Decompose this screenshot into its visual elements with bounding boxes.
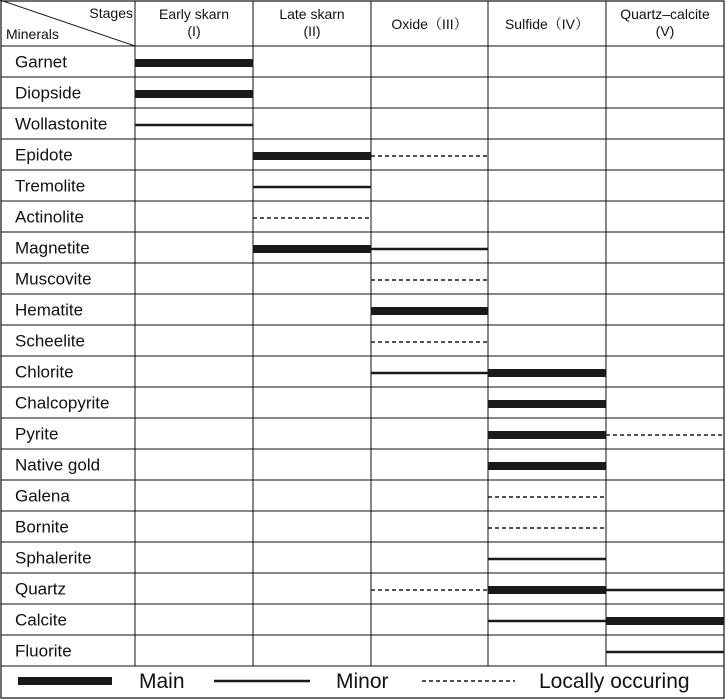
- mineral-label: Epidote: [15, 145, 73, 165]
- mineral-label: Actinolite: [15, 207, 84, 227]
- mineral-label: Hematite: [15, 300, 84, 320]
- outer-border: [1, 1, 724, 698]
- legend-local-label: Locally occuring: [539, 670, 690, 693]
- stage-header-name: Sulfide（IV）: [504, 16, 590, 32]
- stage-header-name: Oxide（III）: [391, 16, 468, 32]
- stages-header-label: Stages: [89, 5, 133, 21]
- stage-bars: [135, 63, 724, 652]
- mineral-label: Sphalerite: [15, 548, 92, 568]
- mineral-label: Fluorite: [15, 641, 72, 661]
- stage-header-numeral: (I): [187, 23, 201, 39]
- mineral-label: Pyrite: [15, 424, 59, 444]
- mineral-label: Native gold: [15, 455, 101, 475]
- legend-minor-label: Minor: [336, 670, 389, 693]
- mineral-label: Scheelite: [15, 331, 85, 351]
- mineral-label: Quartz: [15, 579, 67, 599]
- mineral-label: Diopside: [15, 83, 82, 103]
- mineral-label: Bornite: [15, 517, 69, 537]
- mineral-label: Chlorite: [15, 362, 74, 382]
- mineral-label: Tremolite: [15, 176, 86, 196]
- table-header: [0, 0, 710, 46]
- table-grid: [1, 1, 724, 698]
- legend-main-label: Main: [139, 670, 185, 693]
- mineral-label: Galena: [15, 486, 70, 506]
- mineral-label: Magnetite: [15, 238, 90, 258]
- mineral-label: Garnet: [15, 52, 67, 72]
- mineral-label: Wollastonite: [15, 114, 108, 134]
- mineral-label: Calcite: [15, 610, 67, 630]
- mineral-label: Chalcopyrite: [15, 393, 110, 413]
- stage-header-name: Late skarn: [279, 6, 345, 22]
- mineral-label: Muscovite: [15, 269, 92, 289]
- stage-header-numeral: (II): [303, 23, 321, 39]
- stage-header-name: Early skarn: [158, 6, 230, 22]
- stage-header-numeral: (V): [655, 23, 675, 39]
- legend: [18, 670, 690, 693]
- stage-header-name: Quartz–calcite: [620, 6, 710, 22]
- minerals-header-label: Minerals: [6, 26, 59, 42]
